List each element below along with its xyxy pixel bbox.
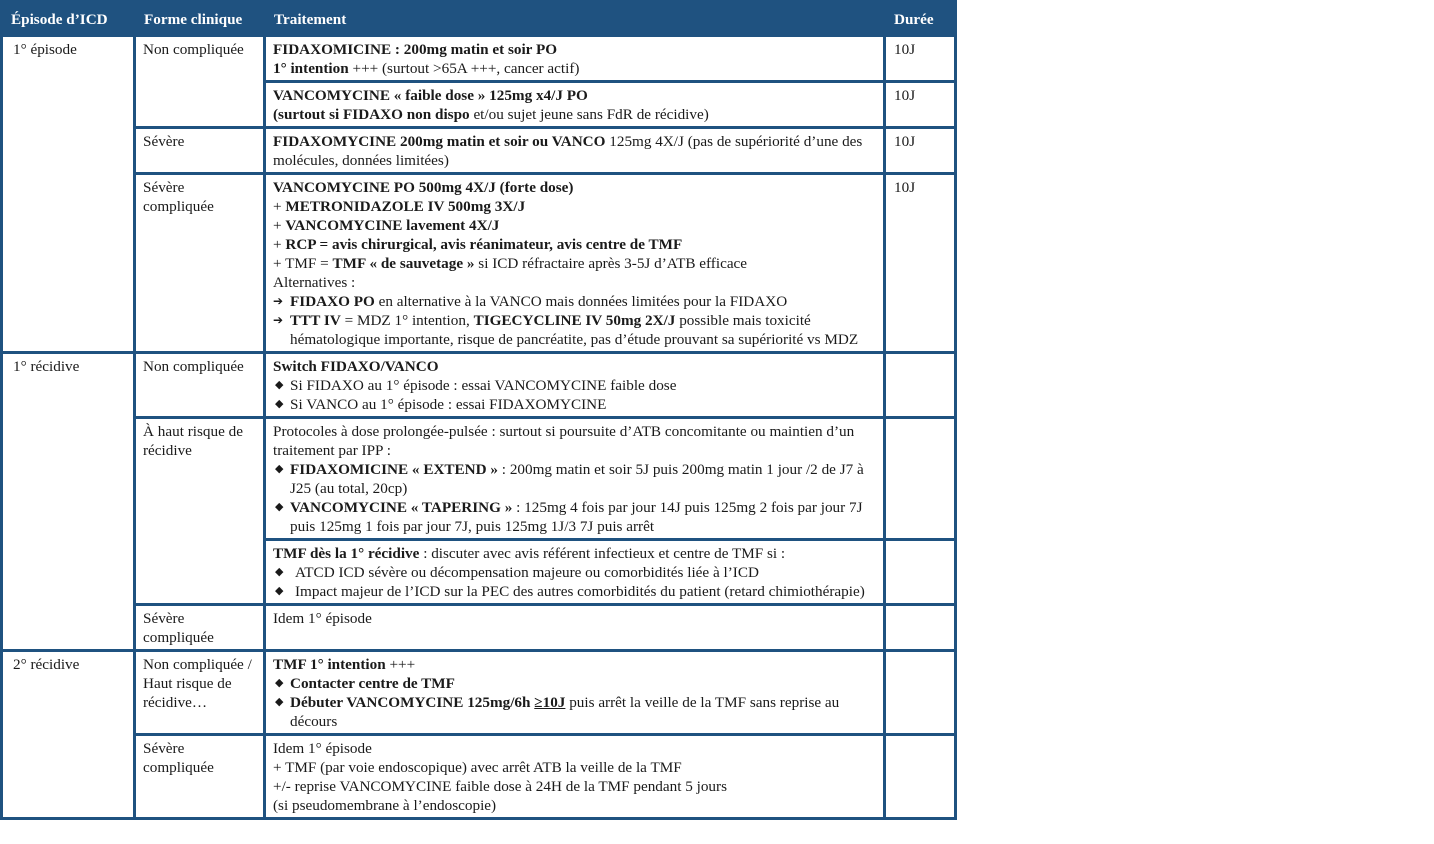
bold-text: Débuter VANCOMYCINE 125mg/6h xyxy=(290,694,535,711)
diamond-bullet-icon: ◆ xyxy=(275,463,284,475)
text: : discuter avec avis référent infectieux et centre de TMF si : xyxy=(419,545,786,562)
bold-text: TIGECYCLINE IV 50mg 2X/J xyxy=(473,312,676,329)
text: en alternative à la VANCO mais données limitées pour la FIDAXO xyxy=(374,293,788,310)
text: + xyxy=(273,198,286,215)
table-row xyxy=(2,36,956,82)
treatment-cell xyxy=(265,36,885,82)
header-duree: Durée xyxy=(885,2,956,36)
diamond-bullet-icon: ◆ xyxy=(275,585,284,597)
alternative-item xyxy=(273,292,879,311)
forme-cell: À haut risque de récidive xyxy=(135,418,265,605)
treatment-cell xyxy=(265,353,885,418)
treatment-line: VANCOMYCINE « faible dose » 125mg x4/J PO xyxy=(273,87,588,104)
bold-text: (surtout si FIDAXO non dispo xyxy=(273,106,470,123)
header-row xyxy=(2,2,956,36)
text: + xyxy=(273,236,286,253)
text: et/ou sujet jeune sans FdR de récidive) xyxy=(469,106,709,123)
text: = MDZ 1° intention, xyxy=(340,312,474,329)
duration-cell xyxy=(885,540,956,605)
treatment-line: + TMF (par voie endoscopique) avec arrêt ATB la veille de la TMF xyxy=(273,759,682,776)
episode-cell: 2° récidive xyxy=(2,651,135,819)
diamond-bullet-icon: ◆ xyxy=(275,696,284,708)
text: possible mais toxicité hématologique importante, risque de pancréatite, pas d’étude prouvant sa supériorité vs MDZ xyxy=(290,312,859,348)
forme-cell: Non compliquée xyxy=(135,36,265,128)
treatment-line xyxy=(273,59,879,78)
text: +++ xyxy=(385,656,416,673)
bold-text: TMF dès la 1° récidive xyxy=(273,545,420,562)
treatment-line xyxy=(273,216,879,235)
forme-cell: Sévère compliquée xyxy=(135,735,265,819)
bold-text: VANCOMYCINE « TAPERING » xyxy=(290,499,513,516)
duration-cell xyxy=(885,605,956,651)
text: + TMF = xyxy=(273,255,333,272)
bullet-item xyxy=(273,582,879,601)
forme-cell: Sévère compliquée xyxy=(135,174,265,353)
bold-text: 1° intention xyxy=(273,60,349,77)
forme-cell: Sévère compliquée xyxy=(135,605,265,651)
bullet-item xyxy=(273,674,879,693)
table-row xyxy=(2,128,956,174)
treatment-cell xyxy=(265,651,885,735)
text: 125mg 4X/J (pas de supériorité d’une des molécules, données limitées) xyxy=(273,133,863,169)
text: + xyxy=(273,217,286,234)
treatment-cell xyxy=(265,128,885,174)
treatment-line: VANCOMYCINE PO 500mg 4X/J (forte dose) xyxy=(273,179,574,196)
text: : 200mg matin et soir 5J puis 200mg matin 1 jour /2 de J7 à J25 (au total, 20cp) xyxy=(290,461,864,497)
treatment-cell xyxy=(265,418,885,540)
bold-text: FIDAXOMICINE « EXTEND » xyxy=(290,461,498,478)
table-row xyxy=(2,418,956,540)
text: : 125mg 4 fois par jour 14J puis 125mg 2 fois par jour 7J puis 125mg 1 fois par jour 7J, puis 125mg 1J/3 7J puis arrêt xyxy=(290,499,863,535)
treatment-line: FIDAXOMICINE : 200mg matin et soir PO xyxy=(273,41,558,58)
treatment-line: Protocoles à dose prolongée-pulsée : surtout si poursuite d’ATB concomitante ou maintien d’un traitement par IPP : xyxy=(273,423,855,459)
bullet-item xyxy=(273,693,879,731)
treatment-cell: Idem 1° épisode xyxy=(265,605,885,651)
bullet-item xyxy=(273,395,879,414)
duration-cell: 10J xyxy=(885,174,956,353)
table-row xyxy=(2,174,956,353)
treatment-line xyxy=(273,544,879,563)
treatment-cell xyxy=(265,735,885,819)
treatment-cell xyxy=(265,82,885,128)
table-row xyxy=(2,605,956,651)
diamond-bullet-icon: ◆ xyxy=(275,398,284,410)
bold-text: VANCOMYCINE lavement 4X/J xyxy=(285,217,500,234)
header-traitement: Traitement xyxy=(265,2,885,36)
treatment-line: (si pseudomembrane à l’endoscopie) xyxy=(273,797,497,814)
alternative-item xyxy=(273,311,879,349)
bold-text: METRONIDAZOLE IV 500mg 3X/J xyxy=(285,198,526,215)
diamond-bullet-icon: ◆ xyxy=(275,566,284,578)
duration-cell xyxy=(885,735,956,819)
forme-cell: Sévère xyxy=(135,128,265,174)
treatment-line xyxy=(273,197,879,216)
bold-text: TMF 1° intention xyxy=(273,656,386,673)
bold-text: RCP = avis chirurgical, avis réanimateur, avis centre de TMF xyxy=(285,236,683,253)
treatment-line xyxy=(273,254,879,273)
table-row xyxy=(2,353,956,418)
duration-cell xyxy=(885,651,956,735)
duration-cell xyxy=(885,353,956,418)
text: puis arrêt la veille de la TMF sans reprise au décours xyxy=(290,694,840,730)
text: Si FIDAXO au 1° épisode : essai VANCOMYCINE faible dose xyxy=(290,377,677,394)
treatment-line xyxy=(273,105,879,124)
duration-cell: 10J xyxy=(885,82,956,128)
bullet-item xyxy=(273,498,879,536)
duration-cell xyxy=(885,418,956,540)
diamond-bullet-icon: ◆ xyxy=(275,379,284,391)
bullet-item xyxy=(273,376,879,395)
table-row xyxy=(2,735,956,819)
diamond-bullet-icon: ◆ xyxy=(275,501,284,513)
treatment-cell xyxy=(265,540,885,605)
treatment-line: Idem 1° épisode xyxy=(273,740,372,757)
bullet-item xyxy=(273,563,879,582)
text: ATCD ICD sévère ou décompensation majeure ou comorbidités liée à l’ICD xyxy=(295,564,759,581)
table-header xyxy=(2,2,956,36)
table-row xyxy=(2,651,956,735)
arrow-icon: ➔ xyxy=(273,294,284,308)
header-episode: Épisode d’ICD xyxy=(2,2,135,36)
episode-cell: 1° épisode xyxy=(2,36,135,353)
duration-cell: 10J xyxy=(885,36,956,82)
forme-cell: Non compliquée xyxy=(135,353,265,418)
bullet-item xyxy=(273,460,879,498)
treatment-line xyxy=(273,655,879,674)
treatment-line xyxy=(273,235,879,254)
treatment-line: Switch FIDAXO/VANCO xyxy=(273,358,439,375)
text: +++ (surtout >65A +++, cancer actif) xyxy=(348,60,580,77)
duration-cell: 10J xyxy=(885,128,956,174)
bold-text: Contacter centre de TMF xyxy=(290,675,455,692)
text: Si VANCO au 1° épisode : essai FIDAXOMYCINE xyxy=(290,396,607,413)
treatment-line: +/- reprise VANCOMYCINE faible dose à 24H de la TMF pendant 5 jours xyxy=(273,778,727,795)
header-forme: Forme clinique xyxy=(135,2,265,36)
text: si ICD réfractaire après 3-5J d’ATB efficace xyxy=(474,255,748,272)
text: Impact majeur de l’ICD sur la PEC des autres comorbidités du patient (retard chimiothérapie) xyxy=(295,583,865,600)
treatment-line: Alternatives : xyxy=(273,274,356,291)
bold-text: FIDAXO PO xyxy=(290,293,375,310)
diamond-bullet-icon: ◆ xyxy=(275,677,284,689)
bold-text: TMF « de sauvetage » xyxy=(332,255,475,272)
bold-underlined-text: ≥10J xyxy=(534,694,566,711)
bold-text: FIDAXOMYCINE 200mg matin et soir ou VANCO xyxy=(273,133,606,150)
bold-text: TTT IV xyxy=(290,312,341,329)
treatment-cell xyxy=(265,174,885,353)
episode-cell: 1° récidive xyxy=(2,353,135,651)
forme-cell: Non compliquée / Haut risque de récidive… xyxy=(135,651,265,735)
arrow-icon: ➔ xyxy=(273,313,284,327)
